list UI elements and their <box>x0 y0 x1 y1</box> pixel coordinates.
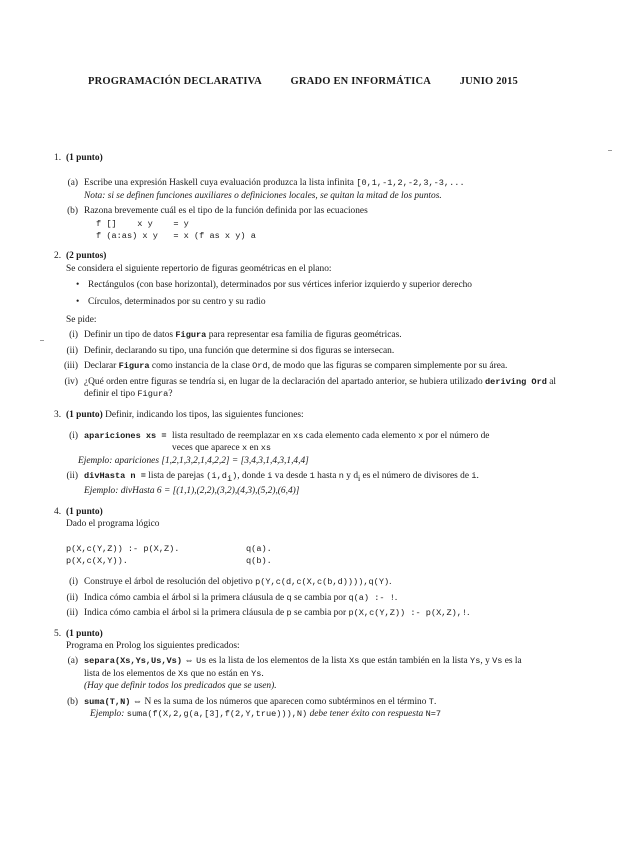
q4-item-i <box>54 576 564 588</box>
exam-header <box>88 76 518 87</box>
part-text: . <box>433 696 437 707</box>
q3-item-i <box>54 430 564 455</box>
part-text: que están también en la lista <box>361 656 468 667</box>
part-label: (i) <box>69 430 78 441</box>
part-label: (iv) <box>64 376 78 387</box>
part-text: Escribe una expresión Haskell cuya evaluación produzca la lista infinita <box>84 178 354 189</box>
code-snippet: i <box>267 471 273 482</box>
part-label: (iii) <box>63 361 78 372</box>
code-snippet: xs <box>260 443 272 454</box>
question-1 <box>54 152 564 242</box>
code-line: q(a). <box>246 543 272 554</box>
code-snippet: Ys <box>251 668 262 679</box>
prolog-line <box>66 543 564 555</box>
part-text: y d <box>346 471 358 482</box>
question-points: (1 punto) <box>66 506 103 517</box>
question-points: (2 puntos) <box>66 251 107 262</box>
code-snippet: Xs <box>178 668 189 679</box>
bullet-text: Círculos, determinados por su centro y su radio <box>88 296 266 307</box>
subscript: i <box>226 474 233 484</box>
part-text: Razona brevemente cuál es el tipo de la función definida por las ecuaciones <box>84 206 368 217</box>
part-label: (a) <box>67 656 78 667</box>
iff-symbol: ⇔ <box>132 696 143 707</box>
part-text: Definir un tipo de datos <box>84 330 174 341</box>
part-text: lista resultado de reemplazar en <box>172 430 291 441</box>
question-number: 5. <box>54 628 62 639</box>
question-points: (1 punto) <box>66 409 103 420</box>
part-text: Declarar <box>84 361 117 372</box>
code-snippet: xs <box>293 430 304 441</box>
part-text: como instancia de la clase <box>151 361 250 372</box>
predicate-name: separa(Xs,Ys,Us,Vs) <box>84 656 182 667</box>
part-text: cada elemento cada elemento <box>305 430 416 441</box>
exam-content <box>54 152 564 729</box>
q4-item-ii <box>54 592 564 604</box>
prolog-line <box>66 555 564 567</box>
part-text: Construye el árbol de resolución del objetivo <box>84 577 253 588</box>
part-text: es el número de divisores de <box>362 471 470 482</box>
scan-mark <box>40 340 44 341</box>
part-text: por el número de <box>425 430 490 441</box>
example-label: Ejemplo: <box>90 709 125 720</box>
question-intro: Programa en Prolog los siguientes predicados: <box>66 641 240 652</box>
code-snippet: p <box>286 608 292 619</box>
example-text: Ejemplo: apariciones [1,2,1,3,2,1,4,2,2] = [3,4,3,1,4,3,1,4,4] <box>78 455 309 466</box>
question-3 <box>54 409 564 498</box>
function-name: divHasta n = <box>84 471 146 482</box>
example-text: debe tener éxito con respuesta <box>309 709 424 720</box>
question-2 <box>54 250 564 400</box>
part-text: en <box>249 443 259 454</box>
function-name: apariciones xs = <box>84 430 167 441</box>
part-text: , de modo que las figuras se comparen simplemente por su área. <box>267 361 508 372</box>
example-text: divHasta 6 = [(1,1),(2,2),(3,2),(4,3),(5,2),(6,4)] <box>120 486 300 497</box>
code-snippet: Us <box>196 656 207 667</box>
part-text: es la <box>504 656 522 667</box>
code-snippet: p(X,c(Y,Z)) :- p(X,Z),! <box>348 608 468 619</box>
code-line: f (a:as) x y = x (f as x y) a <box>96 231 256 242</box>
question-number: 3. <box>54 409 62 420</box>
code-line: p(X,c(Y,Z)) :- p(X,Z). <box>66 543 180 554</box>
part-label: (ii) <box>66 608 78 619</box>
question-points: (1 punto) <box>66 153 103 163</box>
part-text: para representar esa familia de figuras geométricas. <box>208 330 402 341</box>
question-intro: Definir, indicando los tipos, las siguientes funciones: <box>105 409 304 420</box>
iff-symbol: ⇔ <box>184 656 194 667</box>
question-4 <box>54 506 564 620</box>
code-snippet: T <box>428 696 434 707</box>
code-snippet: [0,1,-1,2,-2,3,-3,... <box>356 178 465 189</box>
subscript: i <box>358 474 361 483</box>
code-snippet: suma(f(X,2,g(a,[3],f(2,Y,true))),N) <box>126 709 308 720</box>
bullet-text: Rectángulos (con base horizontal), determinados por sus vértices inferior izquierdo y superior derecho <box>88 280 472 291</box>
bullet-icon: • <box>76 296 80 307</box>
part-text: se cambia por <box>294 592 347 603</box>
code-snippet: x <box>242 443 248 454</box>
question-points: (1 punto) <box>66 628 103 639</box>
part-text: se cambia por <box>294 608 347 619</box>
part-text: hasta <box>317 471 337 482</box>
code-snippet: n <box>338 471 344 482</box>
part-text: lista de los elementos de <box>84 668 176 679</box>
part-text: , y <box>480 656 490 667</box>
part-text: al definir el tipo <box>84 376 557 400</box>
code-line: p(X,c(X,Y)). <box>66 556 128 567</box>
code-snippet: x <box>418 430 424 441</box>
part-text: . <box>394 592 398 603</box>
question-intro: Se considera el siguiente repertorio de figuras geométricas en el plano: <box>66 263 332 274</box>
code-snippet: Ord <box>252 361 268 372</box>
code-snippet: i <box>471 471 477 482</box>
part-label: (ii) <box>66 471 78 482</box>
question-number: 4. <box>54 506 62 517</box>
q1-part-b <box>54 205 564 242</box>
task-intro: Se pide: <box>66 315 97 326</box>
q2-item-i <box>54 329 564 341</box>
question-intro: Dado el programa lógico <box>66 519 160 530</box>
code-snippet: q <box>286 592 292 603</box>
degree-title: GRADO EN INFORMÁTICA <box>290 76 432 87</box>
code-snippet: Figura <box>137 389 169 400</box>
bullet-item <box>76 296 564 308</box>
q4-item-iii <box>54 607 564 619</box>
scan-mark <box>608 150 612 151</box>
part-text: . <box>467 608 470 619</box>
part-text: lista de parejas <box>148 471 204 482</box>
bullet-item <box>76 279 564 291</box>
part-text: . <box>261 668 264 679</box>
q5-part-b <box>54 696 564 721</box>
code-snippet: Ys <box>470 656 481 667</box>
part-text: N es la suma de los números que aparecen como subtérminos en el término <box>144 696 427 707</box>
code-line: q(b). <box>246 556 272 567</box>
code-snippet: p(Y,c(d,c(X,c(b,d)))),q(Y) <box>255 577 390 588</box>
q2-item-ii <box>54 345 564 357</box>
code-snippet: Xs <box>349 656 360 667</box>
part-label: (b) <box>67 206 78 217</box>
part-label: (ii) <box>66 345 78 356</box>
part-text: veces que aparece <box>172 443 240 454</box>
q2-item-iii <box>54 360 564 372</box>
part-text: ? <box>168 389 173 400</box>
course-title: PROGRAMACIÓN DECLARATIVA <box>88 76 262 87</box>
part-text: Indica cómo cambia el árbol si la primera cláusula de <box>84 608 285 619</box>
q3-item-ii <box>54 470 564 498</box>
example-label: Ejemplo: <box>84 486 119 497</box>
code-snippet: q(a) :- ! <box>348 592 395 603</box>
part-text: que no están en <box>190 668 249 679</box>
part-text: ¿Qué orden entre figuras se tendría si, en lugar de la declaración del apartado anterior, se hubiera utilizado <box>84 376 483 387</box>
part-text: va desde <box>274 471 308 482</box>
predicate-name: suma(T,N) <box>84 696 131 707</box>
question-number: 1. <box>54 153 62 163</box>
part-text: , donde <box>237 471 265 482</box>
part-text: . <box>476 471 479 482</box>
part-label: (b) <box>67 696 78 707</box>
code-snippet: deriving Ord <box>485 376 547 387</box>
part-note: (Hay que definir todos los predicados que se usen). <box>84 681 277 692</box>
code-snippet: (i,d <box>206 471 227 482</box>
q2-item-iv <box>54 376 564 401</box>
q1-part-a <box>54 177 564 202</box>
exam-date: JUNIO 2015 <box>459 76 518 87</box>
code-snippet: N=7 <box>425 709 442 720</box>
code-line: f [] x y = y <box>96 218 189 229</box>
question-number: 2. <box>54 251 62 262</box>
part-text: Definir, declarando su tipo, una función que determine si dos figuras se intersecan. <box>84 345 395 356</box>
q5-part-a <box>54 655 564 692</box>
part-text: es la lista de los elementos de la lista <box>208 656 347 667</box>
question-5 <box>54 628 564 721</box>
code-snippet: ) <box>232 471 238 482</box>
code-snippet: Vs <box>492 656 503 667</box>
part-label: (a) <box>67 178 78 189</box>
code-snippet: Figura <box>118 361 150 372</box>
part-text: . <box>389 577 392 588</box>
code-snippet: 1 <box>309 471 315 482</box>
bullet-icon: • <box>76 280 80 291</box>
part-note: Nota: si se definen funciones auxiliares o definiciones locales, se quitan la mitad de los puntos. <box>84 190 442 201</box>
part-text: Indica cómo cambia el árbol si la primera cláusula de <box>84 592 285 603</box>
code-snippet: Figura <box>175 330 207 341</box>
part-label: (i) <box>69 577 78 588</box>
part-label: (i) <box>69 330 78 341</box>
part-label: (ii) <box>66 592 78 603</box>
